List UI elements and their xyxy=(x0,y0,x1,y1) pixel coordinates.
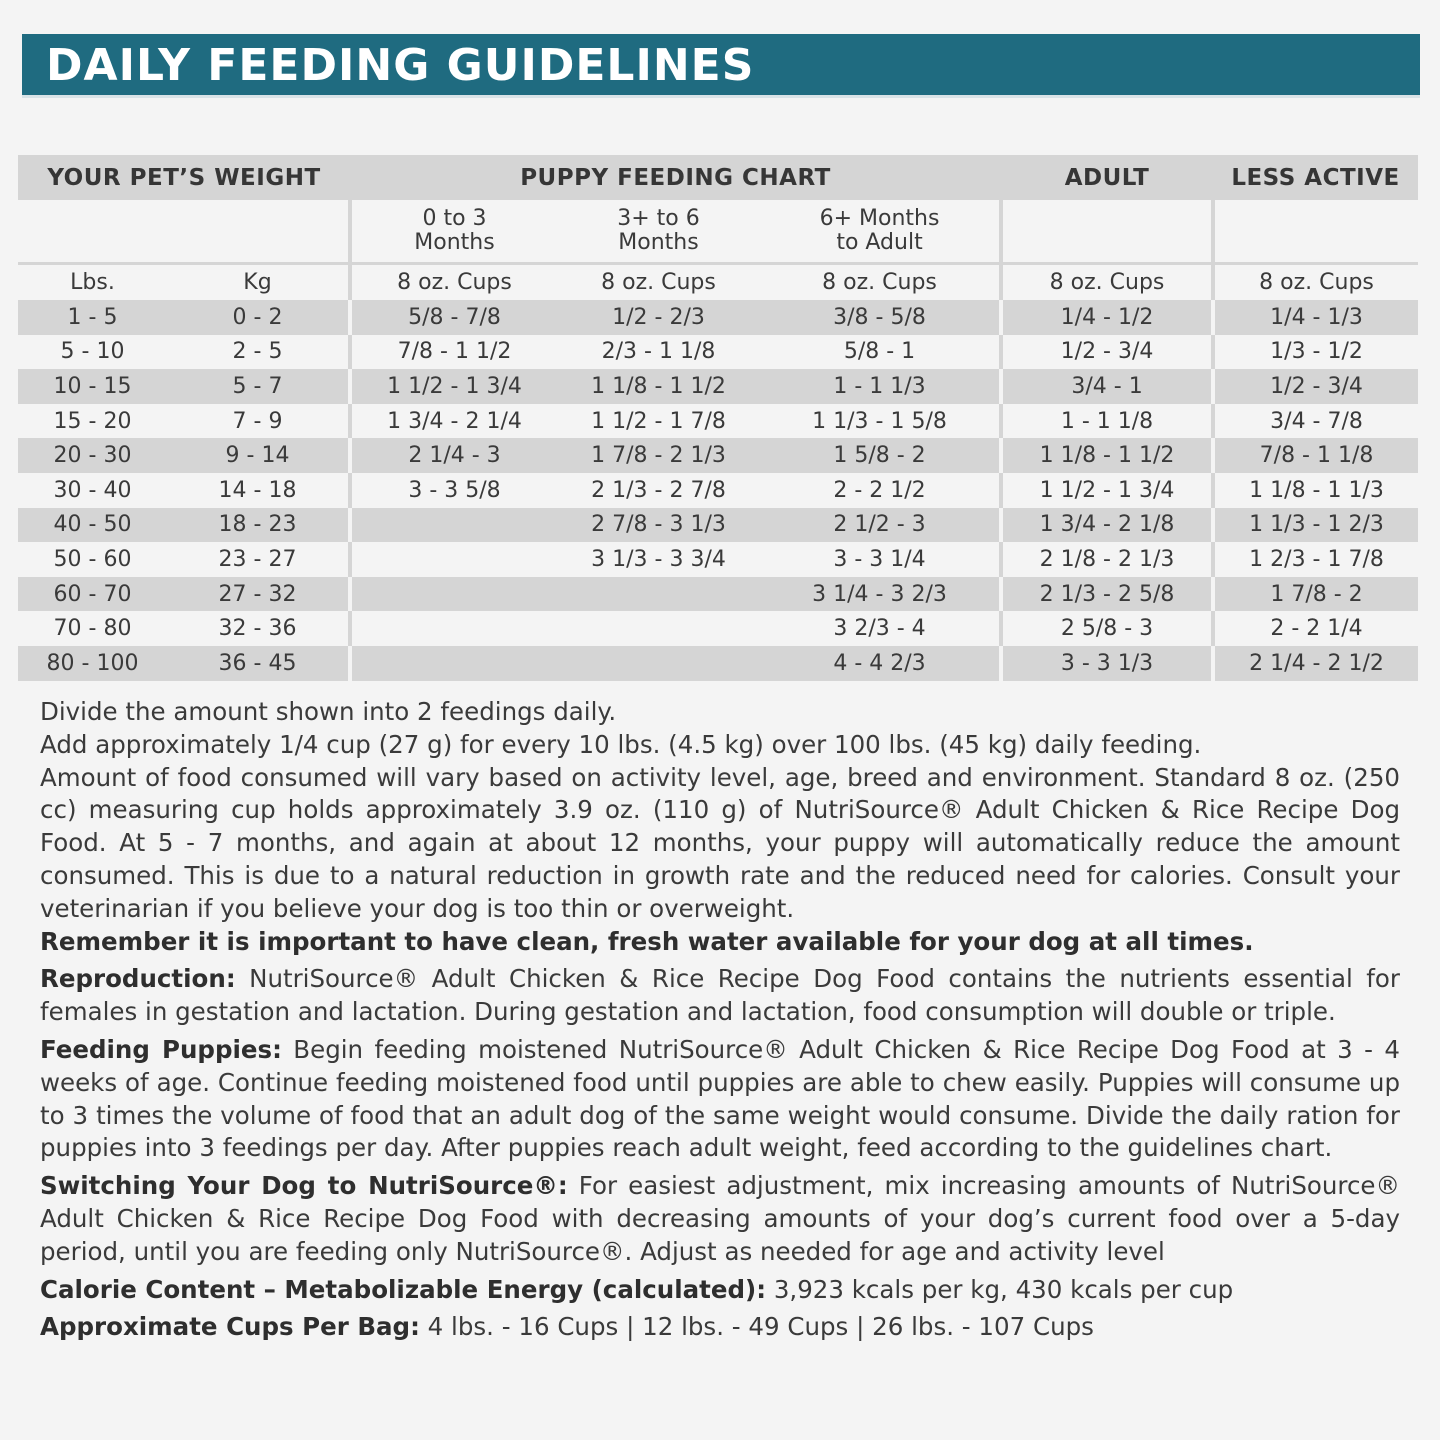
weight-kg-cell: 7 - 9 xyxy=(167,404,350,439)
less-active-cell: 2 1/4 - 2 1/2 xyxy=(1213,646,1418,681)
puppy-0-3-cell: 3 - 3 5/8 xyxy=(350,473,557,508)
page-title: DAILY FEEDING GUIDELINES xyxy=(46,40,755,91)
note-add: Add approximately 1/4 cup (27 g) for every 10 lbs. (4.5 kg) over 100 lbs. (45 kg) daily feeding. xyxy=(40,729,1202,759)
table-units-row xyxy=(18,264,1418,301)
note-text: NutriSource® Adult Chicken & Rice Recipe Dog Food contains the nutrients essential for females in gestation and lactation. During gestation and lactation, food consumption will double or triple. xyxy=(40,964,1400,1027)
adult-subheader xyxy=(1001,200,1213,264)
adult-cell: 1 - 1 1/8 xyxy=(1001,404,1213,439)
weight-lbs-cell: 40 - 50 xyxy=(18,508,167,543)
puppy-3-6-cell: 1 7/8 - 2 1/3 xyxy=(557,438,760,473)
adult-cell: 3 - 3 1/3 xyxy=(1001,646,1213,681)
puppy-6-adult-cell: 4 - 4 2/3 xyxy=(760,646,1001,681)
subheader-line: 0 to 3 xyxy=(422,206,487,231)
subheader-line: Months xyxy=(618,230,699,255)
unit-cups: 8 oz. Cups xyxy=(1001,264,1213,301)
table-row xyxy=(18,369,1418,404)
adult-cell: 1/4 - 1/2 xyxy=(1001,300,1213,335)
adult-cell: 1 1/2 - 1 3/4 xyxy=(1001,473,1213,508)
less-active-cell: 3/4 - 7/8 xyxy=(1213,404,1418,439)
table-header-row xyxy=(18,155,1418,200)
puppy-3-6-subheader xyxy=(557,200,760,264)
title-banner xyxy=(22,34,1420,98)
less-active-cell: 7/8 - 1 1/8 xyxy=(1213,438,1418,473)
weight-lbs-cell: 20 - 30 xyxy=(18,438,167,473)
puppy-3-6-cell: 2 1/3 - 2 7/8 xyxy=(557,473,760,508)
less-active-cell: 1/4 - 1/3 xyxy=(1213,300,1418,335)
weight-lbs-cell: 60 - 70 xyxy=(18,577,167,612)
puppy-3-6-cell xyxy=(557,577,760,612)
feeding-notes xyxy=(40,696,1400,1344)
puppy-0-3-cell: 5/8 - 7/8 xyxy=(350,300,557,335)
table-row xyxy=(18,646,1418,681)
unit-lbs: Lbs. xyxy=(18,264,167,301)
adult-cell: 3/4 - 1 xyxy=(1001,369,1213,404)
weight-lbs-cell: 10 - 15 xyxy=(18,369,167,404)
note-cups-per-bag xyxy=(40,1311,1400,1344)
blank-subheader xyxy=(18,200,350,264)
table-row xyxy=(18,438,1418,473)
weight-kg-cell: 14 - 18 xyxy=(167,473,350,508)
less-active-subheader xyxy=(1213,200,1418,264)
less-active-cell: 1/2 - 3/4 xyxy=(1213,369,1418,404)
puppy-3-6-cell xyxy=(557,646,760,681)
note-label: Switching Your Dog to NutriSource®: xyxy=(40,1171,568,1201)
puppy-6-adult-cell: 2 - 2 1/2 xyxy=(760,473,1001,508)
table-row xyxy=(18,611,1418,646)
puppy-6-adult-cell: 2 1/2 - 3 xyxy=(760,508,1001,543)
unit-cups: 8 oz. Cups xyxy=(350,264,557,301)
puppy-3-6-cell: 3 1/3 - 3 3/4 xyxy=(557,542,760,577)
note-calorie xyxy=(40,1274,1400,1307)
puppy-0-3-cell: 1 1/2 - 1 3/4 xyxy=(350,369,557,404)
note-amount: Amount of food consumed will vary based on activity level, age, breed and environment. Standard 8 oz. (250 cc) measuring cup holds approximately 3.9 oz. (110 g) of NutriSource® Adult Chicken & Rice Recipe Dog Food. At 5 - 7 months, and again at about 12 months, your puppy will automatically reduce the amount consumed. This is due to a natural reduction in growth rate and the reduced need for calories. Consult your veterinarian if you believe your dog is too thin or overweight. xyxy=(40,762,1400,923)
table-row xyxy=(18,404,1418,439)
subheader-line: 3+ to 6 xyxy=(617,206,700,231)
adult-cell: 2 5/8 - 3 xyxy=(1001,611,1213,646)
adult-cell: 2 1/3 - 2 5/8 xyxy=(1001,577,1213,612)
puppy-3-6-cell: 1/2 - 2/3 xyxy=(557,300,760,335)
note-label: Feeding Puppies: xyxy=(40,1034,282,1064)
puppy-6-adult-subheader xyxy=(760,200,1001,264)
note-text: 3,923 kcals per kg, 430 kcals per cup xyxy=(766,1274,1234,1304)
table-row xyxy=(18,542,1418,577)
weight-lbs-cell: 1 - 5 xyxy=(18,300,167,335)
table-row xyxy=(18,300,1418,335)
less-active-cell: 1 1/3 - 1 2/3 xyxy=(1213,508,1418,543)
weight-lbs-cell: 15 - 20 xyxy=(18,404,167,439)
puppy-6-adult-cell: 1 5/8 - 2 xyxy=(760,438,1001,473)
note-water xyxy=(40,926,1400,959)
weight-kg-cell: 23 - 27 xyxy=(167,542,350,577)
less-active-cell: 1 2/3 - 1 7/8 xyxy=(1213,542,1418,577)
puppy-3-6-cell: 1 1/8 - 1 1/2 xyxy=(557,369,760,404)
weight-kg-cell: 5 - 7 xyxy=(167,369,350,404)
unit-cups: 8 oz. Cups xyxy=(1213,264,1418,301)
weight-kg-cell: 2 - 5 xyxy=(167,335,350,370)
weight-kg-cell: 18 - 23 xyxy=(167,508,350,543)
less-active-cell: 1/3 - 1/2 xyxy=(1213,335,1418,370)
less-active-cell: 1 1/8 - 1 1/3 xyxy=(1213,473,1418,508)
table-row xyxy=(18,473,1418,508)
puppy-0-3-cell: 7/8 - 1 1/2 xyxy=(350,335,557,370)
adult-cell: 2 1/8 - 2 1/3 xyxy=(1001,542,1213,577)
unit-cups: 8 oz. Cups xyxy=(557,264,760,301)
subheader-line: Months xyxy=(414,230,495,255)
water-reminder: Remember it is important to have clean, fresh water available for your dog at all times. xyxy=(40,926,1254,956)
puppy-6-adult-cell: 1 - 1 1/3 xyxy=(760,369,1001,404)
puppy-0-3-cell xyxy=(350,508,557,543)
puppy-6-adult-cell: 1 1/3 - 1 5/8 xyxy=(760,404,1001,439)
less-active-cell: 2 - 2 1/4 xyxy=(1213,611,1418,646)
note-label: Calorie Content – Metabolizable Energy (calculated): xyxy=(40,1274,767,1304)
weight-kg-cell: 27 - 32 xyxy=(167,577,350,612)
puppy-3-6-cell: 1 1/2 - 1 7/8 xyxy=(557,404,760,439)
puppy-6-adult-cell: 3 2/3 - 4 xyxy=(760,611,1001,646)
adult-cell: 1/2 - 3/4 xyxy=(1001,335,1213,370)
puppy-6-adult-cell: 3 1/4 - 3 2/3 xyxy=(760,577,1001,612)
table-row xyxy=(18,508,1418,543)
note-switching xyxy=(40,1170,1400,1268)
note-reproduction xyxy=(40,963,1400,1029)
weight-lbs-cell: 30 - 40 xyxy=(18,473,167,508)
note-feeding-puppies xyxy=(40,1034,1400,1165)
puppy-3-6-cell: 2 7/8 - 3 1/3 xyxy=(557,508,760,543)
puppy-3-6-cell: 2/3 - 1 1/8 xyxy=(557,335,760,370)
subheader-line: 6+ Months xyxy=(819,206,940,231)
weight-kg-cell: 36 - 45 xyxy=(167,646,350,681)
adult-cell: 1 3/4 - 2 1/8 xyxy=(1001,508,1213,543)
puppy-6-adult-cell: 3/8 - 5/8 xyxy=(760,300,1001,335)
puppy-header: PUPPY FEEDING CHART xyxy=(350,155,1001,200)
puppy-0-3-cell: 1 3/4 - 2 1/4 xyxy=(350,404,557,439)
less-active-header: LESS ACTIVE xyxy=(1213,155,1418,200)
puppy-0-3-cell xyxy=(350,646,557,681)
puppy-6-adult-cell: 5/8 - 1 xyxy=(760,335,1001,370)
weight-lbs-cell: 70 - 80 xyxy=(18,611,167,646)
puppy-0-3-subheader xyxy=(350,200,557,264)
puppy-6-adult-cell: 3 - 3 1/4 xyxy=(760,542,1001,577)
weight-lbs-cell: 50 - 60 xyxy=(18,542,167,577)
unit-kg: Kg xyxy=(167,264,350,301)
puppy-3-6-cell xyxy=(557,611,760,646)
note-text: Begin feeding moistened NutriSource® Adult Chicken & Rice Recipe Dog Food at 3 - 4 weeks of age. Continue feeding moistened food until puppies are able to chew easily. Puppies will consume up to 3 times the volume of food that an adult dog of the same weight would consume. Divide the daily ration for puppies into 3 feedings per day. After puppies reach adult weight, feed according to the guidelines chart. xyxy=(40,1034,1400,1163)
weight-kg-cell: 0 - 2 xyxy=(167,300,350,335)
unit-cups: 8 oz. Cups xyxy=(760,264,1001,301)
puppy-0-3-cell: 2 1/4 - 3 xyxy=(350,438,557,473)
note-text: For easiest adjustment, mix increasing amounts of NutriSource® Adult Chicken & Rice Recipe Dog Food with decreasing amounts of your dog’s current food over a 5-day period, until you are feeding only NutriSource®. Adjust as needed for age and activity level xyxy=(40,1171,1401,1266)
feeding-table xyxy=(18,155,1418,681)
note-text: 4 lbs. - 16 Cups | 12 lbs. - 49 Cups | 26 lbs. - 107 Cups xyxy=(419,1312,1094,1342)
table-subheader-row xyxy=(18,200,1418,264)
adult-cell: 1 1/8 - 1 1/2 xyxy=(1001,438,1213,473)
adult-header: ADULT xyxy=(1001,155,1213,200)
table-row xyxy=(18,577,1418,612)
less-active-cell: 1 7/8 - 2 xyxy=(1213,577,1418,612)
weight-kg-cell: 9 - 14 xyxy=(167,438,350,473)
weight-lbs-cell: 80 - 100 xyxy=(18,646,167,681)
note-divide: Divide the amount shown into 2 feedings daily. xyxy=(40,697,617,726)
table-row xyxy=(18,335,1418,370)
weight-lbs-cell: 5 - 10 xyxy=(18,335,167,370)
weight-kg-cell: 32 - 36 xyxy=(167,611,350,646)
note-label: Approximate Cups Per Bag: xyxy=(40,1312,420,1342)
note-label: Reproduction: xyxy=(40,964,236,994)
weight-header: YOUR PET’S WEIGHT xyxy=(18,155,350,200)
puppy-0-3-cell xyxy=(350,577,557,612)
subheader-line: to Adult xyxy=(836,230,923,255)
puppy-0-3-cell xyxy=(350,542,557,577)
puppy-0-3-cell xyxy=(350,611,557,646)
